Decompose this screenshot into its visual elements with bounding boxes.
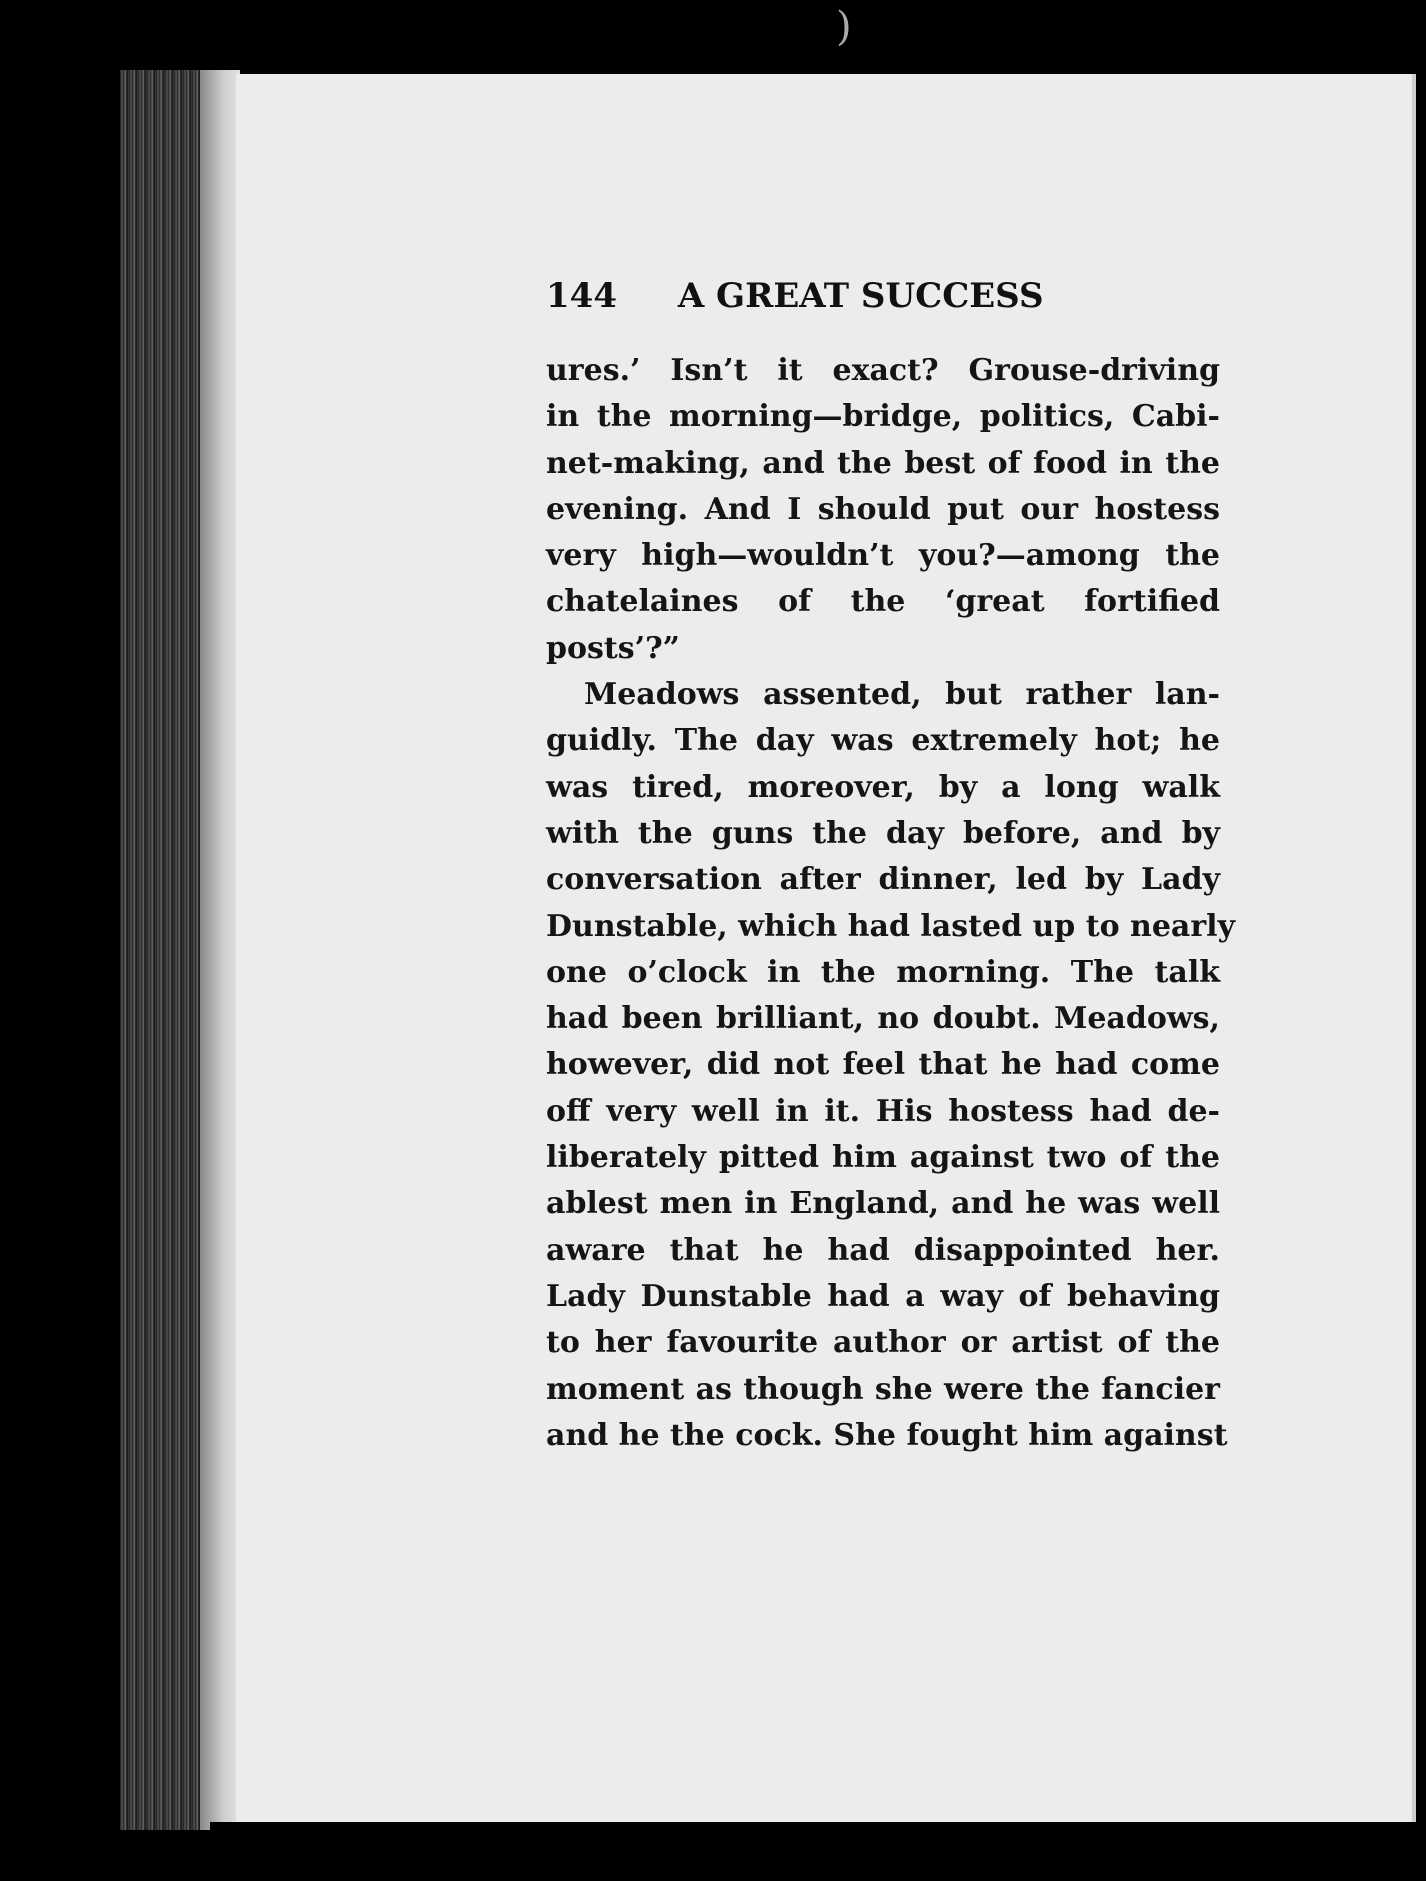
text-line: aware that he had disappointed her. <box>546 1232 1220 1268</box>
text-line: one o’clock in the morning. The talk <box>546 954 1220 990</box>
text-line: very high—wouldn’t you?—among the <box>546 538 1220 574</box>
text-line: ures.’ Isn’t it exact? Grouse-driving <box>546 353 1220 388</box>
text-line: and he the cock. She fought him against <box>546 1417 1228 1453</box>
text-line: Meadows assented, but rather lan- <box>584 677 1220 713</box>
text-line: Dunstable, which had lasted up to nearly <box>546 908 1236 944</box>
scan-mark: ) <box>836 4 852 50</box>
scan-border-bottom <box>210 1822 1426 1881</box>
page-edge-shadow <box>200 70 240 1830</box>
page-number: 144 <box>546 276 617 316</box>
text-line: conversation after dinner, led by Lady <box>546 862 1220 898</box>
text-line: guidly. The day was extremely hot; he <box>546 723 1220 759</box>
running-title: A GREAT SUCCESS <box>677 276 1044 316</box>
text-line: had been brilliant, no doubt. Meadows, <box>546 1001 1220 1037</box>
text-line: was tired, moreover, by a long walk <box>546 769 1220 805</box>
running-header <box>546 276 1206 336</box>
text-line: moment as though she were the fancier <box>546 1371 1220 1407</box>
text-line: evening. And I should put our hostess <box>546 491 1220 527</box>
text-line: in the morning—bridge, politics, Cabi- <box>546 399 1220 435</box>
text-line: liberately pitted him against two of the <box>546 1140 1220 1176</box>
text-line: however, did not feel that he had come <box>546 1047 1220 1083</box>
text-line: Lady Dunstable had a way of behaving <box>546 1278 1220 1314</box>
text-line: ablest men in England, and he was well <box>546 1186 1220 1222</box>
text-line: with the guns the day before, and by <box>546 815 1220 851</box>
body-text <box>546 348 1236 1459</box>
text-line: chatelaines of the ‘great fortified <box>546 584 1220 620</box>
text-line: net-making, and the best of food in the <box>546 445 1220 481</box>
text-line: to her favourite author or artist of the <box>546 1325 1220 1361</box>
text-line: off very well in it. His hostess had de- <box>546 1093 1220 1129</box>
text-line: posts’?” <box>546 630 680 666</box>
